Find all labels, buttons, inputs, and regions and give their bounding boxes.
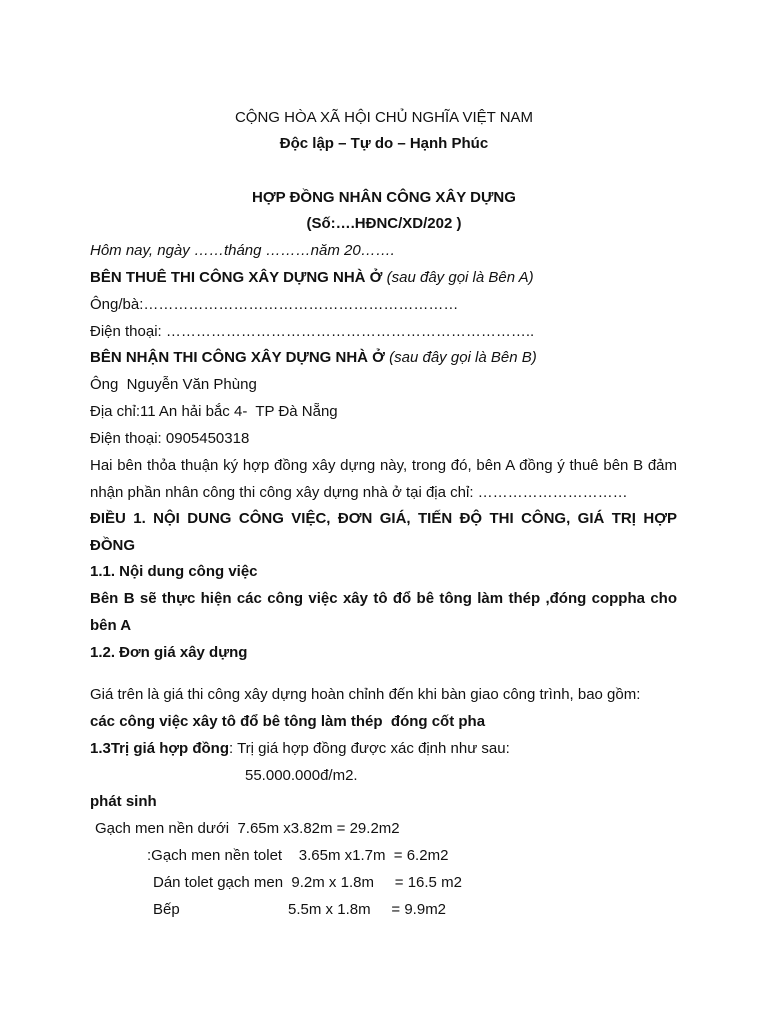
party-b-name: Ông Nguyễn Văn Phùng [90,376,257,393]
extra-item: Dán tolet gạch men 9.2m x 1.8m = 16.5 m2 [153,874,462,891]
party-b-address: Địa chỉ:11 An hải bắc 4- TP Đà Nẵng [90,403,338,420]
party-b-phone: Điện thoại: 0905450318 [90,430,250,447]
article1-heading: ĐIỀU 1. NỘI DUNG CÔNG VIỆC, ĐƠN GIÁ, TIẾN ĐỘ THI CÔNG, GIÁ TRỊ HỢP [90,510,677,527]
agreement-line-1: Hai bên thỏa thuận ký hợp đồng xây dựng này, trong đó, bên A đồng ý thuê bên B đảm [90,457,677,474]
date-line: Hôm nay, ngày ……tháng ………năm 20……. [90,242,395,259]
party-a-heading: BÊN THUÊ THI CÔNG XÂY DỰNG NHÀ Ở [90,269,383,286]
party-a-note: (sau đây gọi là Bên A) [382,269,534,286]
party-a-name: Ông/bà:……………………………………………………… [90,296,459,313]
party-b-heading: BÊN NHẬN THI CÔNG XÂY DỰNG NHÀ Ở [90,349,385,366]
section-1-3-line [90,739,510,759]
article1-heading-cont: ĐỒNG [90,537,135,554]
section-1-1-text-cont: bên A [90,617,132,634]
national-motto: Độc lập – Tự do – Hạnh Phúc [279,135,489,152]
extra-title: phát sinh [90,793,157,810]
section-1-2-bold: các công việc xây tô đổ bê tông làm thép đóng cốt pha [90,713,486,730]
section-1-1-title: 1.1. Nội dung công việc [90,563,258,580]
party-b-heading-line [90,348,537,368]
extra-item: Bếp 5.5m x 1.8m = 9.9m2 [153,901,447,918]
party-a-phone: Điện thoại: ……………………………………………………………….. [90,323,535,340]
party-a-heading-line [90,268,534,288]
contract-number: (Số:….HĐNC/XD/202 ) [306,215,462,232]
republic-header: CỘNG HÒA XÃ HỘI CHỦ NGHĨA VIỆT NAM [234,109,534,126]
contract-price: 55.000.000đ/m2. [245,767,358,784]
section-1-3-text: : Trị giá hợp đồng được xác định như sau: [229,740,510,757]
section-1-3-label: 1.3Trị giá hợp đồng [90,740,230,757]
contract-title: HỢP ĐỒNG NHÂN CÔNG XÂY DỰNG [252,189,516,206]
section-1-2-title: 1.2. Đơn giá xây dựng [90,644,248,661]
section-1-2-text: Giá trên là giá thi công xây dựng hoàn chỉnh đến khi bàn giao công trình, bao gồm: [90,686,641,703]
extra-item: Gạch men nền dưới 7.65m x3.82m = 29.2m2 [95,820,400,837]
section-1-1-text: Bên B sẽ thực hiện các công việc xây tô đổ bê tông làm thép ,đóng coppha cho [90,590,677,607]
agreement-line-2: nhận phần nhân công thi công xây dựng nhà ở tại địa chỉ: ………………………… [90,484,628,501]
party-b-note: (sau đây gọi là Bên B) [384,349,537,366]
extra-item: :Gạch men nền tolet 3.65m x1.7m = 6.2m2 [147,847,449,864]
